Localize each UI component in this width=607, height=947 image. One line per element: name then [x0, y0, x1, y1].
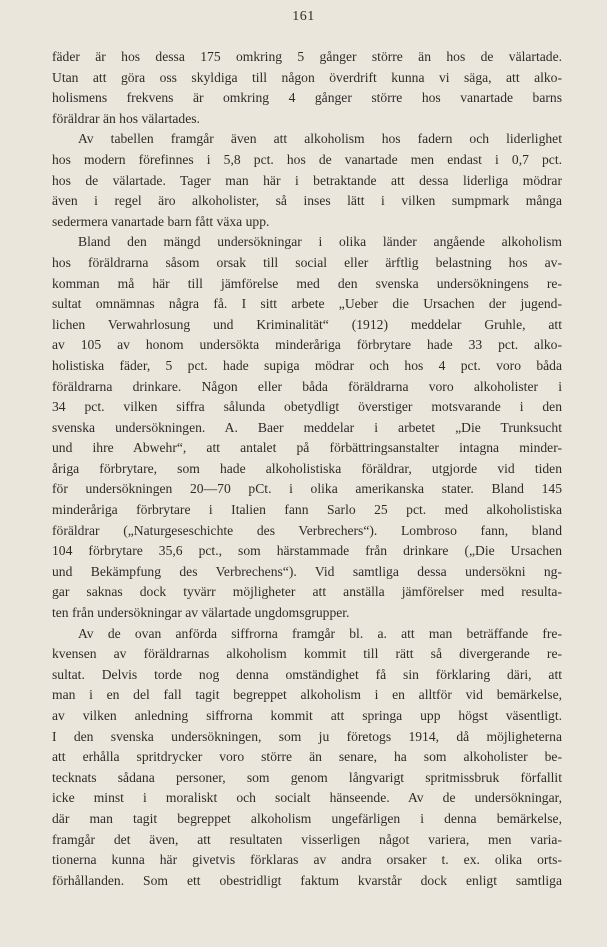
text-line: ten från undersökningar av välartade ungdomsgrupper.	[52, 605, 350, 621]
text-line: I den svenska undersökningen, som ju företogs 1914, då möjligheterna	[52, 728, 562, 744]
text-line: kvensen av föräldrarnas alkoholism kommit till rätt så divergerande re-	[52, 646, 562, 662]
body-text	[52, 47, 562, 891]
paragraph-3	[52, 232, 562, 623]
text-line: av 105 av honom undersökta minderåriga förbrytare hade 33 pct. alko-	[52, 337, 562, 353]
text-line: 104 förbrytare 35,6 pct., som härstammade från drinkare („Die Ursachen	[52, 543, 562, 559]
text-line: hos de välartade. Tager man här i betraktande att dessa liderliga mödrar	[52, 172, 562, 188]
text-line: Av tabellen framgår även att alkoholism hos fadern och liderlighet	[78, 131, 562, 147]
text-line: icke minst i moraliskt och socialt hänseende. Av de undersökningar,	[52, 790, 562, 806]
paragraph-2	[52, 129, 562, 232]
text-line: framgår det även, att resultaten visserligen något variera, men varia-	[52, 831, 562, 847]
text-line: av vilken anledning siffrorna kommit att springa upp högst väsentligt.	[52, 708, 562, 723]
text-line: åriga förbrytare, som hade alkoholistiska föräldrar, utgjorde vid tiden	[52, 460, 562, 476]
text-line: sedermera vanartade barn fått växa upp.	[52, 213, 270, 229]
text-line: svenska undersökningen. A. Baer meddelar i arbetet „Die Trunksucht	[52, 419, 562, 435]
text-line: sultat. Delvis torde nog denna omständighet få sin förklaring däri, att	[52, 666, 562, 682]
text-line: fäder är hos dessa 175 omkring 5 gånger större än hos de välartade.	[52, 49, 562, 64]
text-line: gar saknas dock tyvärr möjligheter att anställa jämförelser med resulta-	[52, 584, 562, 600]
text-line: för undersökningen 20—70 pCt. i olika amerikanska stater. Bland 145	[52, 481, 562, 497]
text-line: att erhålla spritdrycker voro större än senare, ha som alkoholister be-	[52, 749, 562, 765]
text-line: hos föräldrarna såsom orsak till social eller ärftlig belastning hos av-	[52, 254, 562, 270]
text-line: 34 pct. vilken siffra sålunda obetydligt överstiger motsvarande i den	[52, 399, 562, 415]
text-line: tionerna kunna här givetvis förklaras av andra orsaker t. ex. olika orts-	[52, 852, 562, 868]
text-line: Utan att göra oss skyldiga till någon överdrift kunna vi säga, att alko-	[52, 69, 562, 85]
text-line: föräldrarna drinkare. Någon eller båda föräldrarna voro alkoholister i	[52, 378, 562, 394]
text-line: hos modern förefinnes i 5,8 pct. hos de vanartade men endast i 0,7 pct.	[52, 151, 562, 167]
text-line: Av de ovan anförda siffrorna framgår bl. a. att man beträffande fre-	[78, 625, 562, 641]
text-line: sultat omnämnas några få. I sitt arbete „Ueber die Ursachen der jugend-	[52, 296, 562, 312]
text-line: komman må här till jämförelse med den svenska undersökningens re-	[52, 275, 562, 291]
text-line: und Bekämpfung des Verbrechens“). Vid samtliga dessa undersökni ng-	[52, 563, 562, 579]
text-line: holistiska fäder, 5 pct. hade supiga mödrar och hos 4 pct. voro båda	[52, 357, 562, 373]
text-line: tecknats sådana personer, som genom långvarigt spritmissbruk förfallit	[52, 769, 562, 785]
paragraph-1	[52, 47, 562, 129]
text-line: även i regel äro alkoholister, så inses lätt i vilken sumpmark många	[52, 193, 562, 209]
text-line: und ihre Abwehr“, att antalet på förbättringsanstalter intagna minder-	[52, 440, 562, 456]
page-number: 161	[292, 9, 315, 24]
text-line: lichen Verwahrlosung und Kriminalität“ (1912) meddelar Gruhle, att	[52, 316, 562, 332]
text-line: föräldrar („Naturgeseschichte des Verbrechers“). Lombroso fann, bland	[52, 522, 562, 538]
text-line: Bland den mängd undersökningar i olika länder angående alkoholism	[78, 234, 562, 250]
text-line: förhållanden. Som ett obestridligt faktum kvarstår dock enligt samtliga	[52, 872, 562, 888]
text-line: där man tagit begreppet alkoholism ungefärligen i denna bemärkelse,	[52, 810, 562, 826]
text-line: holismens frekvens är omkring 4 gånger större hos vanartade barns	[52, 90, 562, 106]
text-line: minderåriga förbrytare i Italien fann Sarlo 25 pct. med alkoholistiska	[52, 502, 562, 518]
paragraph-4	[52, 624, 562, 892]
text-line: föräldrar än hos välartades.	[52, 110, 200, 126]
text-line: man i en del fall tagit begreppet alkoholism i en alltför vid bemärkelse,	[52, 687, 562, 703]
